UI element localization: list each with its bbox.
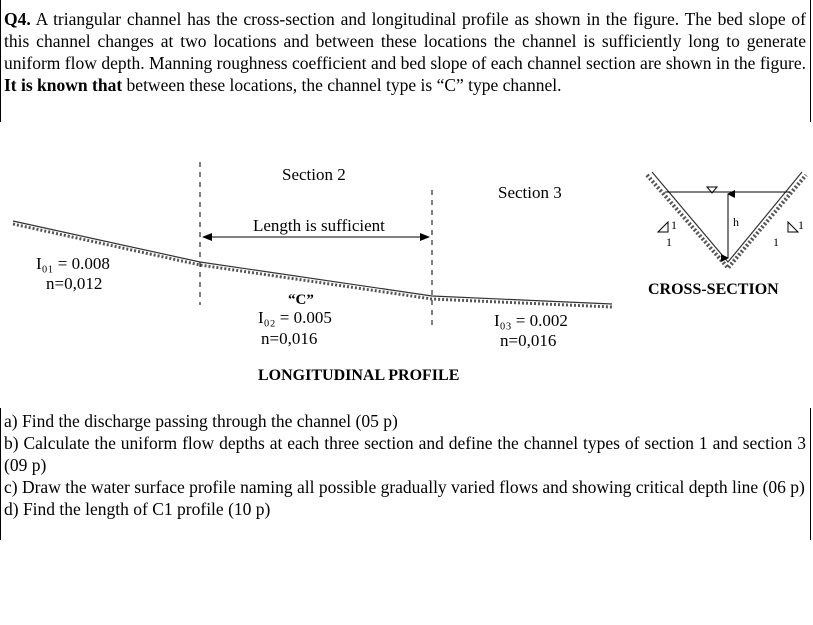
part-c: c) Draw the water surface profile naming all possible gradually varied flows and showing critical depth line (06 p) bbox=[4, 477, 805, 497]
section3-label: Section 3 bbox=[498, 183, 562, 202]
cs-left-slope-top: 1 bbox=[671, 218, 677, 232]
channel2-type: “C” bbox=[288, 292, 314, 308]
cs-depth-label: h bbox=[733, 215, 739, 229]
section2-label: Section 2 bbox=[282, 165, 346, 184]
longitudinal-profile-label: LONGITUDINAL PROFILE bbox=[258, 367, 460, 384]
cross-section-title: CROSS-SECTION bbox=[648, 281, 779, 298]
channel1-slope: I₀₁ = 0.008 bbox=[36, 254, 110, 273]
question-number: Q4. bbox=[4, 9, 31, 29]
cs-right-slope-bottom: 1 bbox=[773, 235, 779, 249]
channel2-slope: I₀₂ = 0.005 bbox=[258, 308, 332, 327]
cs-left-slope-bottom: 1 bbox=[666, 235, 672, 249]
cs-right-slope-top: 1 bbox=[798, 218, 804, 232]
part-d: d) Find the length of C1 profile (10 p) bbox=[4, 499, 271, 519]
part-a: a) Find the discharge passing through the channel (05 p) bbox=[4, 411, 398, 431]
question-text-2: between these locations, the channel type is “C” type channel. bbox=[126, 75, 562, 95]
channel2-roughness: n=0,016 bbox=[261, 329, 318, 348]
channel3-slope: I₀₃ = 0.002 bbox=[494, 311, 568, 330]
length-label: Length is sufficient bbox=[253, 216, 385, 235]
channel1-roughness: n=0,012 bbox=[46, 274, 103, 293]
part-b: b) Calculate the uniform flow depths at each three section and define the channel types of section 1 and section 3 (09 p) bbox=[4, 433, 806, 475]
question-text-1: A triangular channel has the cross-section and longitudinal profile as shown in the figure. The bed slope of this channel changes at two locations and between these locations the channel is sufficiently long to generate uniform flow depth. Manning roughness coefficient and bed slope of each channel section are shown in the figure. bbox=[4, 9, 806, 73]
question-parts bbox=[4, 410, 806, 520]
channel3-roughness: n=0,016 bbox=[500, 331, 557, 350]
question-bold-text: It is known that bbox=[4, 75, 123, 95]
